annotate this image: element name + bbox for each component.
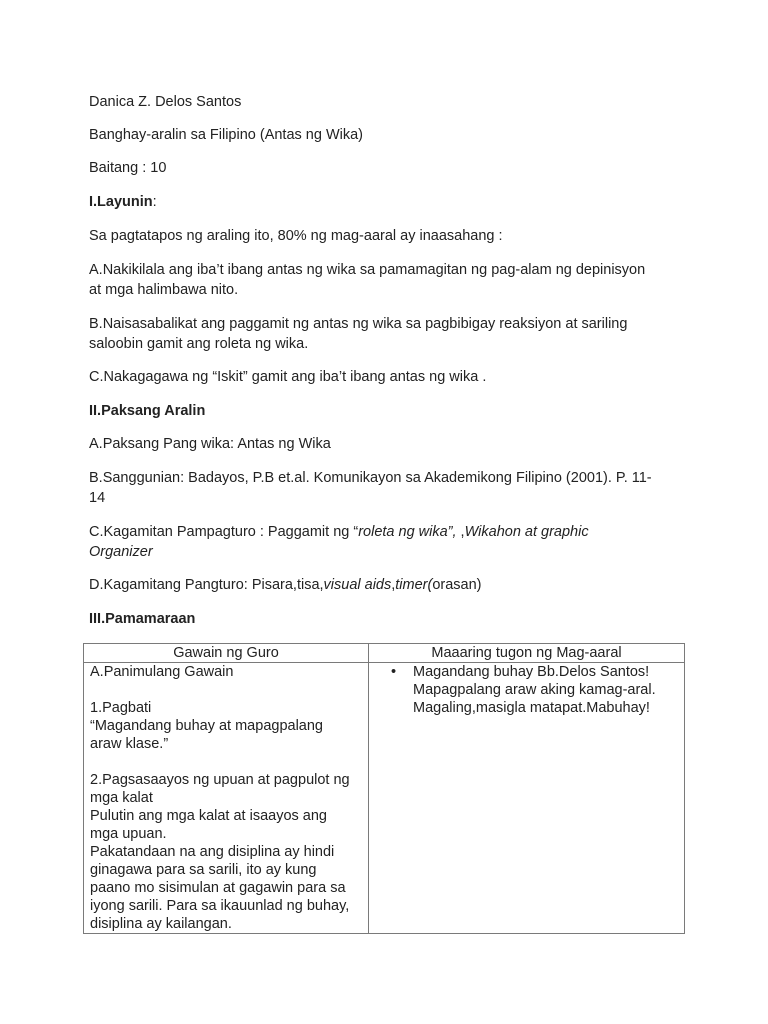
paksa-c-line2-italic: Organizer [89, 544, 153, 560]
guro-line: A.Panimulang Gawain [90, 664, 234, 680]
bullet-icon: • [391, 664, 397, 680]
author-name: Danica Z. Delos Santos [89, 94, 242, 110]
paksa-d-prefix: D.Kagamitang Pangturo: Pisara,tisa, [89, 577, 324, 593]
paksa-c-line2 [89, 542, 689, 562]
grade-level: Baitang : 10 [89, 160, 167, 176]
guro-line: araw klase.” [90, 736, 169, 752]
col-header-guro: Gawain ng Guro [84, 644, 369, 663]
paksa-c-italic2: Wikahon at graphic [464, 524, 589, 540]
layunin-intro: Sa pagtatapos ng araling ito, 80% ng mag-aaral ay inaasahang : [89, 228, 503, 244]
paksa-d-italic2: timer( [395, 577, 433, 593]
col-header-magaaral: Maaaring tugon ng Mag-aaral [369, 644, 685, 663]
paksa-b [89, 468, 689, 508]
line-gap [90, 681, 362, 699]
paksa-c-mid: , [456, 524, 465, 540]
paksa-c-prefix: C.Kagamitan Pampagturo : Paggamit ng “ [89, 524, 359, 540]
layunin-heading: I.Layunin [89, 194, 153, 210]
objective-b [89, 314, 689, 354]
table-header-row [84, 644, 685, 663]
objective-c: C.Nakagagawa ng “Iskit” gamit ang iba’t ibang antas ng wika . [89, 369, 487, 385]
guro-line: Pulutin ang mga kalat at isaayos ang [90, 808, 327, 824]
objective-b-line2: saloobin gamit ang roleta ng wika. [89, 336, 309, 352]
objective-a-line2: at mga halimbawa nito. [89, 282, 239, 298]
paksa-c-italic1: roleta ng wika”, [358, 524, 457, 540]
line-gap [90, 753, 362, 771]
guro-line: iyong sarili. Para sa ikauunlad ng buhay, [90, 898, 350, 914]
paksa-b-line2: 14 [89, 490, 106, 506]
paksa-d-suffix: orasan) [432, 577, 482, 593]
paksa-d-sep: , [391, 577, 396, 593]
guro-line: ginagawa para sa sarili, ito ay kung [90, 862, 317, 878]
pamamaraan-heading: III.Pamamaraan [89, 611, 196, 627]
layunin-heading-colon: : [152, 194, 157, 210]
guro-line: Pakatandaan na ang disiplina ay hindi [90, 844, 335, 860]
guro-line: paano mo sisimulan at gagawin para sa [90, 880, 346, 896]
paksa-c [89, 522, 689, 562]
paksa-c-line1 [89, 522, 689, 542]
layunin-heading-line [89, 192, 689, 213]
objective-b-line1: B.Naisasabalikat ang paggamit ng antas ng wika sa pagbibigay reaksiyon at sariling [89, 316, 628, 332]
guro-line: mga kalat [90, 790, 153, 806]
objective-a-line1: A.Nakikilala ang iba’t ibang antas ng wika sa pamamagitan ng pag-alam ng depinisyon [89, 262, 646, 278]
magaaral-cell [369, 663, 685, 934]
response-line: Mapagpalang araw aking kamag-aral. [413, 682, 656, 698]
guro-line: mga upuan. [90, 826, 167, 842]
guro-line: disiplina ay kailangan. [90, 916, 232, 932]
response-line: Magaling,masigla matapat.Mabuhay! [413, 700, 650, 716]
procedure-table [83, 643, 685, 934]
table-row [84, 663, 685, 934]
paksa-b-line1: B.Sanggunian: Badayos, P.B et.al. Komunikayon sa Akademikong Filipino (2001). P. 11- [89, 470, 652, 486]
response-line: Magandang buhay Bb.Delos Santos! [413, 664, 650, 680]
response-list-item [375, 663, 678, 717]
paksa-a: A.Paksang Pang wika: Antas ng Wika [89, 436, 331, 452]
lesson-subject: Banghay-aralin sa Filipino (Antas ng Wika) [89, 127, 364, 143]
guro-line: 1.Pagbati [90, 700, 152, 716]
paksa-d [89, 575, 689, 596]
paksa-d-italic1: visual aids [323, 577, 392, 593]
paksa-heading: II.Paksang Aralin [89, 403, 206, 419]
guro-cell [84, 663, 369, 934]
guro-line: “Magandang buhay at mapagpalang [90, 718, 323, 734]
guro-line: 2.Pagsasaayos ng upuan at pagpulot ng [90, 772, 350, 788]
response-text [413, 663, 656, 717]
objective-a [89, 260, 689, 300]
